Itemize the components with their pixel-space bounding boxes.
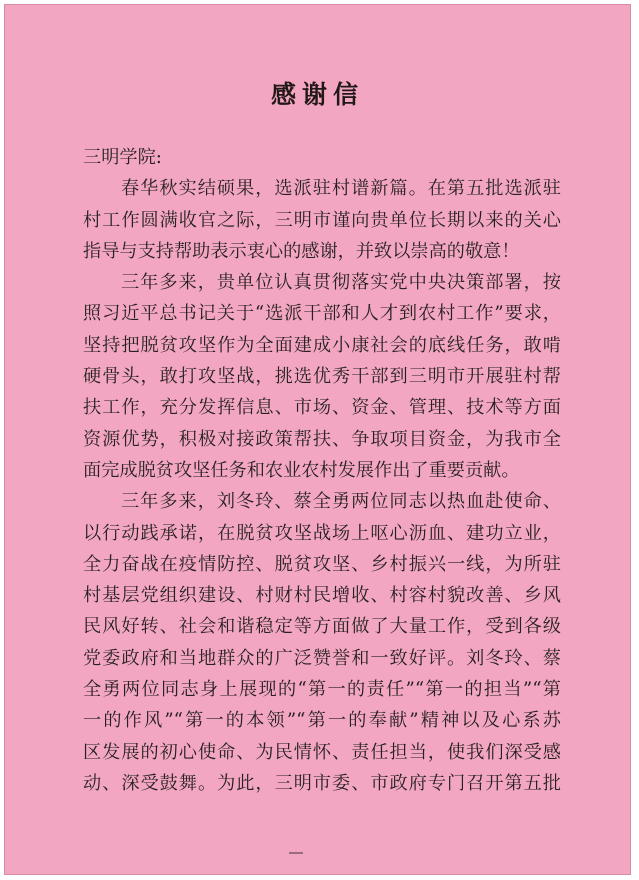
letter-salutation: 三明学院: bbox=[83, 147, 162, 168]
letter-body bbox=[83, 142, 561, 799]
letter-line: 面完成脱贫攻坚任务和农业农村发展作出了重要贡献。 bbox=[83, 459, 520, 481]
letter-title: 感谢信 bbox=[270, 80, 364, 109]
letter-line: 全力奋战在疫情防控、脱贫攻坚、乡村振兴一线，为所驻 bbox=[83, 553, 561, 575]
letter-line: 资源优势，积极对接政策帮扶、争取项目资金，为我市全 bbox=[83, 428, 561, 450]
letter-line: 指导与支持帮助表示衷心的感谢，并致以崇高的敬意！ bbox=[83, 240, 520, 262]
letter-line: 春华秋实结硕果，选派驻村谱新篇。在第五批选派驻 bbox=[121, 178, 561, 200]
letter-paragraphs bbox=[83, 173, 561, 799]
letter-line: 三年多来，贵单位认真贯彻落实党中央决策部署，按 bbox=[121, 272, 561, 294]
letter-line: 动、深受鼓舞。为此，三明市委、市政府专门召开第五批 bbox=[83, 772, 561, 794]
letter-line: 党委政府和当地群众的广泛赞誉和一致好评。刘冬玲、蔡 bbox=[83, 647, 561, 669]
letter-line: 照习近平总书记关于“选派干部和人才到农村工作”要求， bbox=[83, 303, 561, 325]
page-number-mark bbox=[289, 852, 303, 854]
letter-line: 民风好转、社会和谐稳定等方面做了大量工作，受到各级 bbox=[83, 616, 561, 638]
letter-line: 硬骨头，敢打攻坚战，挑选优秀干部到三明市开展驻村帮 bbox=[83, 366, 561, 388]
letter-line: 三年多来，刘冬玲、蔡全勇两位同志以热血赴使命、 bbox=[121, 491, 561, 513]
letter-line: 村基层党组织建设、村财村民增收、村容村貌改善、乡风 bbox=[83, 585, 561, 607]
letter-line: 全勇两位同志身上展现的“第一的责任”“第一的担当”“第 bbox=[83, 679, 561, 701]
letter-line: 以行动践承诺，在脱贫攻坚战场上呕心沥血、建功立业， bbox=[83, 522, 561, 544]
letter-line: 坚持把脱贫攻坚作为全面建成小康社会的底线任务，敢啃 bbox=[83, 334, 561, 356]
letter-page bbox=[4, 4, 631, 875]
letter-line: 一的作风”“第一的本领”“第一的奉献”精神以及心系苏 bbox=[83, 710, 561, 732]
letter-line: 区发展的初心使命、为民情怀、责任担当，使我们深受感 bbox=[83, 741, 561, 763]
letter-line: 村工作圆满收官之际，三明市谨向贵单位长期以来的关心 bbox=[83, 209, 561, 231]
letter-line: 扶工作，充分发挥信息、市场、资金、管理、技术等方面 bbox=[83, 397, 561, 419]
